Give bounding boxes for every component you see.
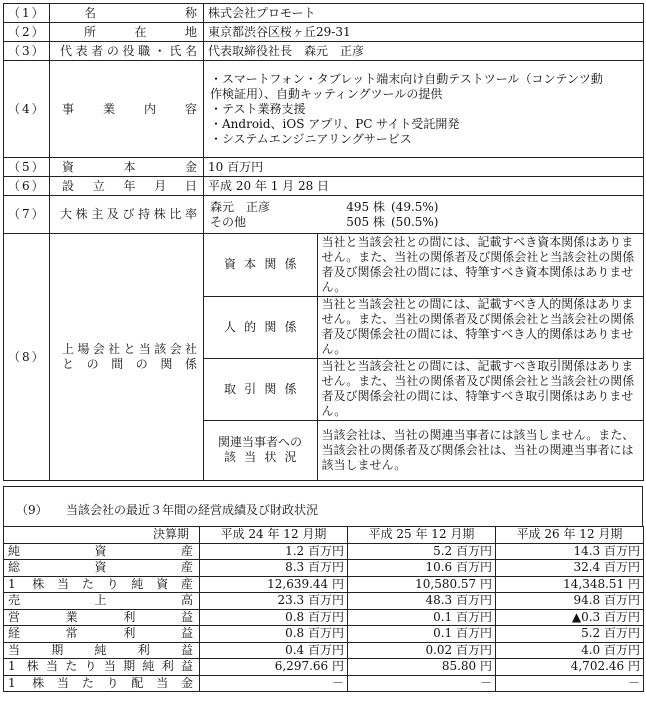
period-header: 平成 26 年 12 月期 bbox=[496, 527, 644, 544]
financial-value: 85.80 円 bbox=[348, 659, 496, 676]
business-line: ・スマートフォン・タブレット端末向け自動テストツール（コンテンツ動 bbox=[210, 71, 603, 86]
business-line: ・システムエンジニアリングサービス bbox=[210, 131, 412, 146]
relationship-type: 取引関係 bbox=[204, 358, 317, 420]
row-label: 設立年月日 bbox=[50, 177, 204, 196]
business-line: 作検証用）、自動キッティングツールの提供 bbox=[210, 86, 443, 101]
financial-label: 当期純利益 bbox=[4, 642, 200, 659]
row-name bbox=[4, 4, 644, 23]
shareholder-list bbox=[204, 196, 644, 234]
section-title: 当該会社の最近３年間の経営成績及び財政状況 bbox=[66, 503, 319, 517]
row-number: （2） bbox=[4, 23, 50, 42]
relationship-text: 当社と当該会社との間には、記載すべき取引関係はありません。また、当社の関係者及び関係会社と当該会社の関係者及び関係会社の間には、特筆すべき取引関係はありません。 bbox=[317, 358, 643, 420]
financial-row bbox=[4, 593, 644, 610]
row-label bbox=[50, 234, 204, 481]
financial-value: 14,348.51 円 bbox=[496, 576, 644, 593]
relationship-personnel bbox=[204, 296, 643, 358]
relationship-type: 資本関係 bbox=[204, 234, 317, 296]
financial-value: 1.2 百万円 bbox=[200, 543, 348, 560]
row-shareholders bbox=[4, 196, 644, 234]
shareholder-shares: 505 株 bbox=[346, 214, 385, 229]
shareholder-shares: 495 株 bbox=[346, 199, 385, 214]
financial-value: 4,702.46 円 bbox=[496, 659, 644, 676]
business-line: ・Android、iOS アプリ、PC サイト受託開発 bbox=[210, 116, 460, 131]
financial-label: 売上高 bbox=[4, 593, 200, 610]
company-overview-table bbox=[3, 3, 644, 481]
row-address bbox=[4, 23, 644, 42]
business-description bbox=[204, 61, 644, 158]
shareholder-percent: (50.5%) bbox=[391, 214, 439, 229]
row-value: 平成 20 年 1 月 28 日 bbox=[204, 177, 644, 196]
financial-value: － bbox=[496, 675, 644, 692]
financial-row bbox=[4, 642, 644, 659]
shareholder-entry bbox=[208, 200, 639, 215]
shareholder-entry bbox=[208, 215, 639, 230]
row-number: （3） bbox=[4, 42, 50, 61]
financial-value: 6,297.66 円 bbox=[200, 659, 348, 676]
period-header-label: 決算期 bbox=[4, 527, 200, 544]
relationship-business bbox=[204, 358, 643, 420]
relationship-capital bbox=[204, 234, 643, 296]
financial-row bbox=[4, 576, 644, 593]
row-number: （8） bbox=[4, 234, 50, 481]
financial-value: ▲0.3 百万円 bbox=[496, 609, 644, 626]
row-label: 事業内容 bbox=[50, 61, 204, 158]
financial-label: 1 株当たり配当金 bbox=[4, 675, 200, 692]
relationship-type bbox=[204, 420, 317, 480]
financial-label: 1 株当たり純資産 bbox=[4, 576, 200, 593]
financial-label: 総資産 bbox=[4, 560, 200, 577]
row-established bbox=[4, 177, 644, 196]
period-header: 平成 24 年 12 月期 bbox=[200, 527, 348, 544]
relationship-related-party bbox=[204, 420, 643, 480]
relationship-text: 当社と当該会社との間には、記載すべき資本関係はありません。また、当社の関係者及び関係会社と当該会社の関係者及び関係会社の間には、特筆すべき資本関係はありません。 bbox=[317, 234, 643, 296]
row-representative bbox=[4, 42, 644, 61]
financial-value: 10,580.57 円 bbox=[348, 576, 496, 593]
financial-value: 5.2 百万円 bbox=[348, 543, 496, 560]
relationship-type: 人的関係 bbox=[204, 296, 317, 358]
financial-row bbox=[4, 560, 644, 577]
shareholder-name: 森元 正彦 bbox=[210, 199, 271, 214]
financial-section-heading bbox=[3, 486, 643, 526]
financial-value: 0.1 百万円 bbox=[348, 626, 496, 643]
row-number: （4） bbox=[4, 61, 50, 158]
financial-value: － bbox=[348, 675, 496, 692]
row-value: 東京都渋谷区桜ヶ丘29-31 bbox=[204, 23, 644, 42]
relationship-subtable bbox=[204, 234, 643, 480]
financial-table bbox=[3, 526, 644, 692]
financial-row bbox=[4, 659, 644, 676]
financial-row bbox=[4, 543, 644, 560]
relationship-text: 当社と当該会社との間には、記載すべき人的関係はありません。また、当社の関係者及び関係会社と当該会社の関係者及び関係会社の間には、特筆すべき人的関係はありません。 bbox=[317, 296, 643, 358]
financial-label: 営業利益 bbox=[4, 609, 200, 626]
relationship-text: 当該会社は、当社の関連当事者には該当しません。また、当該会社の関係者及び関係会社は、当社の関連当事者には該当しません。 bbox=[317, 420, 643, 480]
relationship-label-line: 上場会社と当該会社 bbox=[62, 342, 197, 356]
row-relationship bbox=[4, 234, 644, 481]
row-number: （7） bbox=[4, 196, 50, 234]
row-label: 代表者の役職・氏名 bbox=[50, 42, 204, 61]
relationship-type-line: 関連当事者への bbox=[218, 435, 303, 450]
row-label: 資本金 bbox=[50, 158, 204, 177]
financial-value: 23.3 百万円 bbox=[200, 593, 348, 610]
financial-value: － bbox=[200, 675, 348, 692]
financial-value: 32.4 百万円 bbox=[496, 560, 644, 577]
financial-header-row bbox=[4, 527, 644, 544]
financial-row bbox=[4, 626, 644, 643]
financial-value: 0.1 百万円 bbox=[348, 609, 496, 626]
financial-row bbox=[4, 609, 644, 626]
financial-value: 0.8 百万円 bbox=[200, 609, 348, 626]
financial-row bbox=[4, 675, 644, 692]
financial-label: 1 株当たり当期純利益 bbox=[4, 659, 200, 676]
row-number: （6） bbox=[4, 177, 50, 196]
financial-value: 8.3 百万円 bbox=[200, 560, 348, 577]
row-label: 大株主及び持株比率 bbox=[50, 196, 204, 234]
row-capital bbox=[4, 158, 644, 177]
period-header: 平成 25 年 12 月期 bbox=[348, 527, 496, 544]
financial-value: 5.2 百万円 bbox=[496, 626, 644, 643]
financial-label: 純資産 bbox=[4, 543, 200, 560]
row-value: 株式会社プロモート bbox=[204, 4, 644, 23]
financial-value: 0.02 百万円 bbox=[348, 642, 496, 659]
financial-label: 経常利益 bbox=[4, 626, 200, 643]
financial-value: 94.8 百万円 bbox=[496, 593, 644, 610]
financial-value: 12,639.44 円 bbox=[200, 576, 348, 593]
relationship-detail bbox=[204, 234, 644, 481]
row-business bbox=[4, 61, 644, 158]
financial-value: 10.6 百万円 bbox=[348, 560, 496, 577]
row-value: 10 百万円 bbox=[204, 158, 644, 177]
shareholder-percent: (49.5%) bbox=[391, 199, 439, 214]
financial-value: 48.3 百万円 bbox=[348, 593, 496, 610]
financial-value: 14.3 百万円 bbox=[496, 543, 644, 560]
row-number: （5） bbox=[4, 158, 50, 177]
shareholder-name: その他 bbox=[210, 214, 247, 229]
relationship-label-line: との間の関係 bbox=[62, 357, 197, 371]
financial-value: 0.8 百万円 bbox=[200, 626, 348, 643]
row-label: 所在地 bbox=[50, 23, 204, 42]
financial-value: 0.4 百万円 bbox=[200, 642, 348, 659]
row-label: 名称 bbox=[50, 4, 204, 23]
financial-value: 4.0 百万円 bbox=[496, 642, 644, 659]
relationship-type-line: 該当状況 bbox=[224, 450, 297, 465]
business-line: ・テスト業務支援 bbox=[210, 101, 306, 116]
row-number: （1） bbox=[4, 4, 50, 23]
row-value: 代表取締役社長 森元 正彦 bbox=[204, 42, 644, 61]
section-number: （9） bbox=[16, 503, 48, 517]
